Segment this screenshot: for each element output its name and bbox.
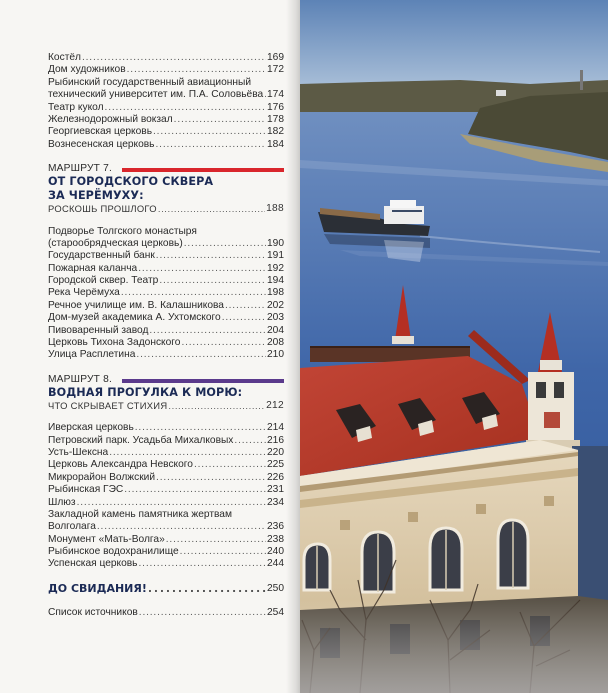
toc-page: 184 [267,138,284,150]
toc-page: 234 [267,496,284,508]
toc-leader [180,546,266,558]
toc-item[interactable] [48,422,284,434]
toc-leader [148,583,266,595]
toc-leader [124,484,266,496]
toc-page: 176 [267,101,284,113]
toc-page: 182 [267,126,284,138]
toc-title: Река Черёмуха [48,287,120,299]
toc-title-line: Рыбинский государственный авиационный [48,76,252,88]
toc-page: 210 [267,349,284,361]
toc-leader [159,275,266,287]
toc-leader [149,325,266,337]
toc-title: Рыбинская ГЭС [48,484,124,496]
toc-leader [222,312,266,324]
toc-title: (старообрядческая церковь) [48,237,183,249]
toc-page: 202 [267,299,284,311]
toc-page: 225 [267,459,284,471]
toc-title: Дом-музей академика А. Ухтомского [48,312,221,324]
toc-leader [135,422,266,434]
route-7-label [48,163,284,175]
route-7-title-line1: ОТ ГОРОДСКОГО СКВЕРА [48,175,214,189]
toc-leader [174,114,266,126]
toc-page: 250 [267,582,284,594]
toc-leader [139,558,267,570]
toc-title: Вознесенская церковь [48,138,155,150]
route-8-color-bar [122,379,284,383]
toc-item[interactable] [48,337,284,349]
route-8-subtitle[interactable] [48,400,284,412]
toc-page: 204 [267,324,284,336]
toc-leader [127,64,266,76]
toc-item-dom-hudozhnikov[interactable] [48,64,284,76]
toc-title: Шлюз [48,496,76,508]
toc-page: 208 [267,337,284,349]
toc-leader [168,400,265,412]
toc-leader [109,447,266,459]
toc-title: Государственный банк [48,250,155,262]
toc-title-line: Закладной камень памятника жертвам [48,508,232,520]
toc-item[interactable] [48,263,284,275]
toc-item-georgievskaya[interactable] [48,126,284,138]
toc-leader [136,349,266,361]
toc-item[interactable] [48,435,284,447]
toc-item-sources[interactable] [48,607,284,619]
route-label-text: МАРШРУТ 8. [48,373,113,385]
toc-page: 191 [267,250,284,262]
toc-leader [234,435,266,447]
toc-leader [138,263,266,275]
toc-page: 172 [267,64,284,76]
toc-item[interactable] [48,497,284,509]
toc-page: 178 [267,113,284,125]
toc-leader [139,607,266,619]
route-7-color-bar [122,168,284,172]
river-building-photo [300,0,608,693]
toc-title: РОСКОШЬ ПРОШЛОГО [48,203,157,215]
toc-item-farewell[interactable] [48,583,284,595]
toc-item[interactable] [48,238,284,250]
toc-title: ДО СВИДАНИЯ! [48,581,147,595]
toc-item-teatr-kukol[interactable] [48,102,284,114]
toc-title: Успенская церковь [48,558,138,570]
toc-page: 190 [267,237,284,249]
toc-title: Речное училище им. В. Калашникова [48,299,224,311]
toc-item-university[interactable] [48,89,284,101]
toc-title: технический университет им. П.А. Соловьёва [48,89,264,101]
photo-illustration [300,0,608,693]
toc-item[interactable] [48,325,284,337]
toc-leader [153,126,266,138]
toc-item[interactable] [48,349,284,361]
toc-page: 236 [267,521,284,533]
toc-leader [105,102,266,114]
toc-item[interactable] [48,521,284,533]
toc-item-vokzal[interactable] [48,114,284,126]
toc-page: 174 [267,89,284,101]
toc-title: Пивоваренный завод [48,324,149,336]
toc-leader [264,89,266,101]
toc-page: 244 [267,558,284,570]
toc-item[interactable] [48,312,284,324]
toc-leader [156,139,267,151]
toc-title: Железнодорожный вокзал [48,113,173,125]
toc-leader [184,238,266,250]
toc-page: 231 [267,484,284,496]
toc-leader [181,337,266,349]
toc-item[interactable] [48,546,284,558]
toc-item[interactable] [48,559,284,571]
toc-title: Петровский парк. Усадьба Михалковых [48,434,234,446]
toc-title: Монумент «Мать-Волга» [48,533,165,545]
table-of-contents [48,52,284,620]
toc-title: Театр кукол [48,101,104,113]
toc-page: 212 [266,399,284,411]
route-label-text: МАРШРУТ 7. [48,163,113,175]
toc-leader [156,250,266,262]
toc-leader [97,521,266,533]
toc-item[interactable] [48,300,284,312]
toc-item-kostel[interactable] [48,52,284,64]
toc-leader [82,52,266,64]
toc-title: Дом художников [48,64,126,76]
toc-leader [225,300,266,312]
toc-page: 214 [267,422,284,434]
toc-page: 194 [267,275,284,287]
toc-leader [77,497,266,509]
toc-title: Список источников [48,607,138,619]
toc-page: 240 [267,546,284,558]
toc-title: Церковь Александра Невского [48,459,193,471]
toc-leader [156,472,266,484]
toc-title: Усть-Шексна [48,446,109,458]
toc-page: 198 [267,287,284,299]
toc-leader [194,459,266,471]
toc-title: Улица Расплетина [48,349,136,361]
toc-title-line: Подворье Толгского монастыря [48,225,197,237]
toc-item[interactable] [48,472,284,484]
route-7-subtitle[interactable] [48,203,284,215]
toc-title: Костёл [48,51,81,63]
toc-item[interactable] [48,534,284,546]
toc-title: Церковь Тихона Задонского [48,337,181,349]
toc-item[interactable] [48,287,284,299]
toc-title: ЧТО СКРЫВАЕТ СТИХИЯ [48,399,168,411]
toc-page: 203 [267,312,284,324]
toc-page: 220 [267,446,284,458]
toc-page: 238 [267,533,284,545]
toc-item[interactable] [48,447,284,459]
route-8-title-line1: ВОДНАЯ ПРОГУЛКА К МОРЮ: [48,385,243,399]
toc-leader [158,203,265,215]
route-8-label [48,374,284,386]
toc-item[interactable] [48,250,284,262]
toc-title: Городской сквер. Театр [48,275,159,287]
toc-item[interactable] [48,484,284,496]
toc-title: Пожарная каланча [48,262,138,274]
toc-title: Микрорайон Волжский [48,471,156,483]
toc-item-voznesenskaya[interactable] [48,139,284,151]
toc-title: Иверская церковь [48,422,134,434]
toc-page: 192 [267,262,284,274]
toc-title: Волголага [48,521,96,533]
toc-leader [166,534,266,546]
toc-page: 169 [267,51,284,63]
toc-page: 226 [267,471,284,483]
toc-title: Георгиевская церковь [48,126,152,138]
toc-page: 188 [266,203,284,215]
toc-item[interactable] [48,275,284,287]
toc-page: 254 [267,607,284,619]
toc-page: 216 [267,434,284,446]
toc-leader [121,287,266,299]
toc-item[interactable] [48,459,284,471]
toc-title: Рыбинское водохранилище [48,546,179,558]
route-7-title-line2: ЗА ЧЕРЁМУХУ: [48,189,144,203]
